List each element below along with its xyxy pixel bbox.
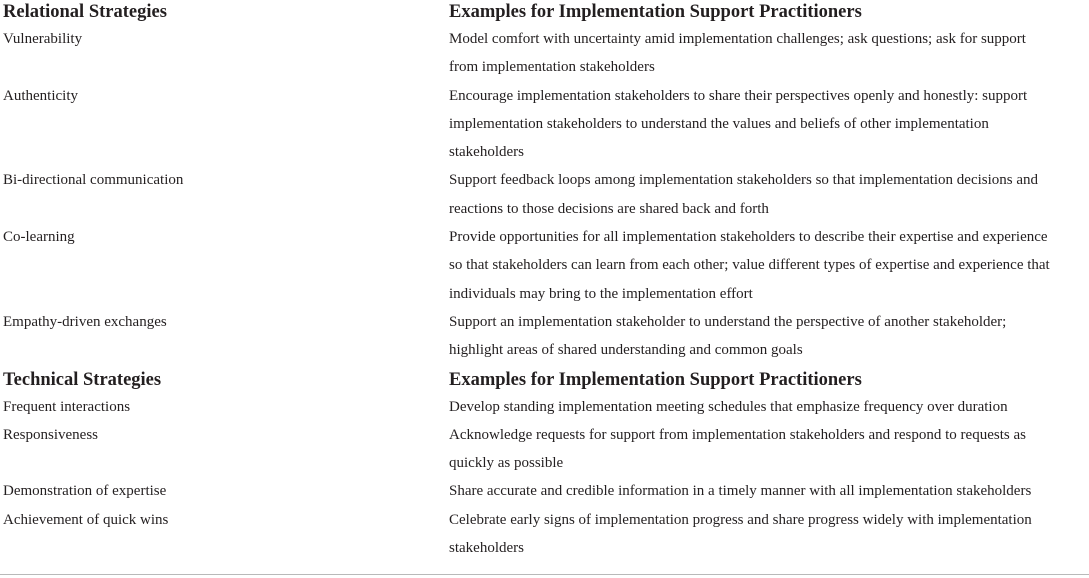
strategies-table [3, 0, 1087, 562]
strategy-name: Frequent interactions [3, 398, 131, 415]
example-line: Support feedback loops among implementation stakeholders so that implementation decisions and [449, 172, 1039, 189]
example-line: from implementation stakeholders [449, 59, 655, 76]
strategy-example [449, 477, 1087, 505]
example-line: Provide opportunities for all implementation stakeholders to describe their expertise and experience [449, 229, 1048, 246]
example-line: quickly as possible [449, 455, 564, 472]
example-line: Encourage implementation stakeholders to share their perspectives openly and honestly: support [449, 87, 1028, 104]
example-line: so that stakeholders can learn from each other; value different types of expertise and experience that [449, 257, 1050, 274]
strategy-example [449, 223, 1087, 308]
example-line: highlight areas of shared understanding and common goals [449, 342, 803, 359]
strategy-example [449, 308, 1087, 365]
strategy-name: Responsiveness [3, 426, 98, 443]
strategy-example [449, 82, 1087, 167]
section-header-technical [3, 367, 1087, 393]
strategy-example [449, 421, 1087, 478]
example-line: Support an implementation stakeholder to understand the perspective of another stakeholder; [449, 313, 1007, 330]
section-header-relational [3, 0, 1087, 25]
strategy-name: Empathy-driven exchanges [3, 313, 167, 330]
strategy-name: Co-learning [3, 229, 75, 246]
strategy-example [449, 25, 1087, 82]
column-header-examples: Examples for Implementation Support Practitioners [449, 2, 862, 22]
table-row [3, 393, 1087, 421]
column-header-strategy: Relational Strategies [3, 2, 167, 22]
column-header-strategy: Technical Strategies [3, 369, 162, 390]
strategy-name: Achievement of quick wins [3, 511, 169, 528]
example-line: Develop standing implementation meeting schedules that emphasize frequency over duration [449, 398, 1008, 415]
strategy-name: Bi-directional communication [3, 172, 184, 189]
table-row [3, 223, 1087, 308]
table-row [3, 477, 1087, 505]
column-header-examples: Examples for Implementation Support Practitioners [449, 369, 862, 390]
example-line: Acknowledge requests for support from implementation stakeholders and respond to requests as [449, 426, 1026, 443]
example-line: stakeholders [449, 540, 524, 557]
example-line: Model comfort with uncertainty amid implementation challenges; ask questions; ask for support [449, 31, 1026, 47]
strategy-example [449, 393, 1087, 421]
strategy-example [449, 166, 1087, 223]
example-line: reactions to those decisions are shared back and forth [449, 200, 769, 217]
example-line: Celebrate early signs of implementation progress and share progress widely with implementation [449, 511, 1032, 528]
table-row [3, 506, 1087, 563]
example-line: individuals may bring to the implementation effort [449, 285, 753, 302]
strategy-example [449, 506, 1087, 563]
example-line: stakeholders [449, 144, 524, 161]
table-row [3, 25, 1087, 82]
table-row [3, 166, 1087, 223]
strategy-name: Vulnerability [3, 31, 83, 47]
table-row [3, 308, 1087, 365]
table-row [3, 421, 1087, 478]
table-row [3, 82, 1087, 167]
example-line: Share accurate and credible information in a timely manner with all implementation stakeholders [449, 483, 1032, 500]
example-line: implementation stakeholders to understand the values and beliefs of other implementation [449, 115, 989, 132]
strategy-name: Demonstration of expertise [3, 483, 167, 500]
strategy-name: Authenticity [3, 87, 78, 104]
table-bottom-rule [0, 574, 1089, 575]
